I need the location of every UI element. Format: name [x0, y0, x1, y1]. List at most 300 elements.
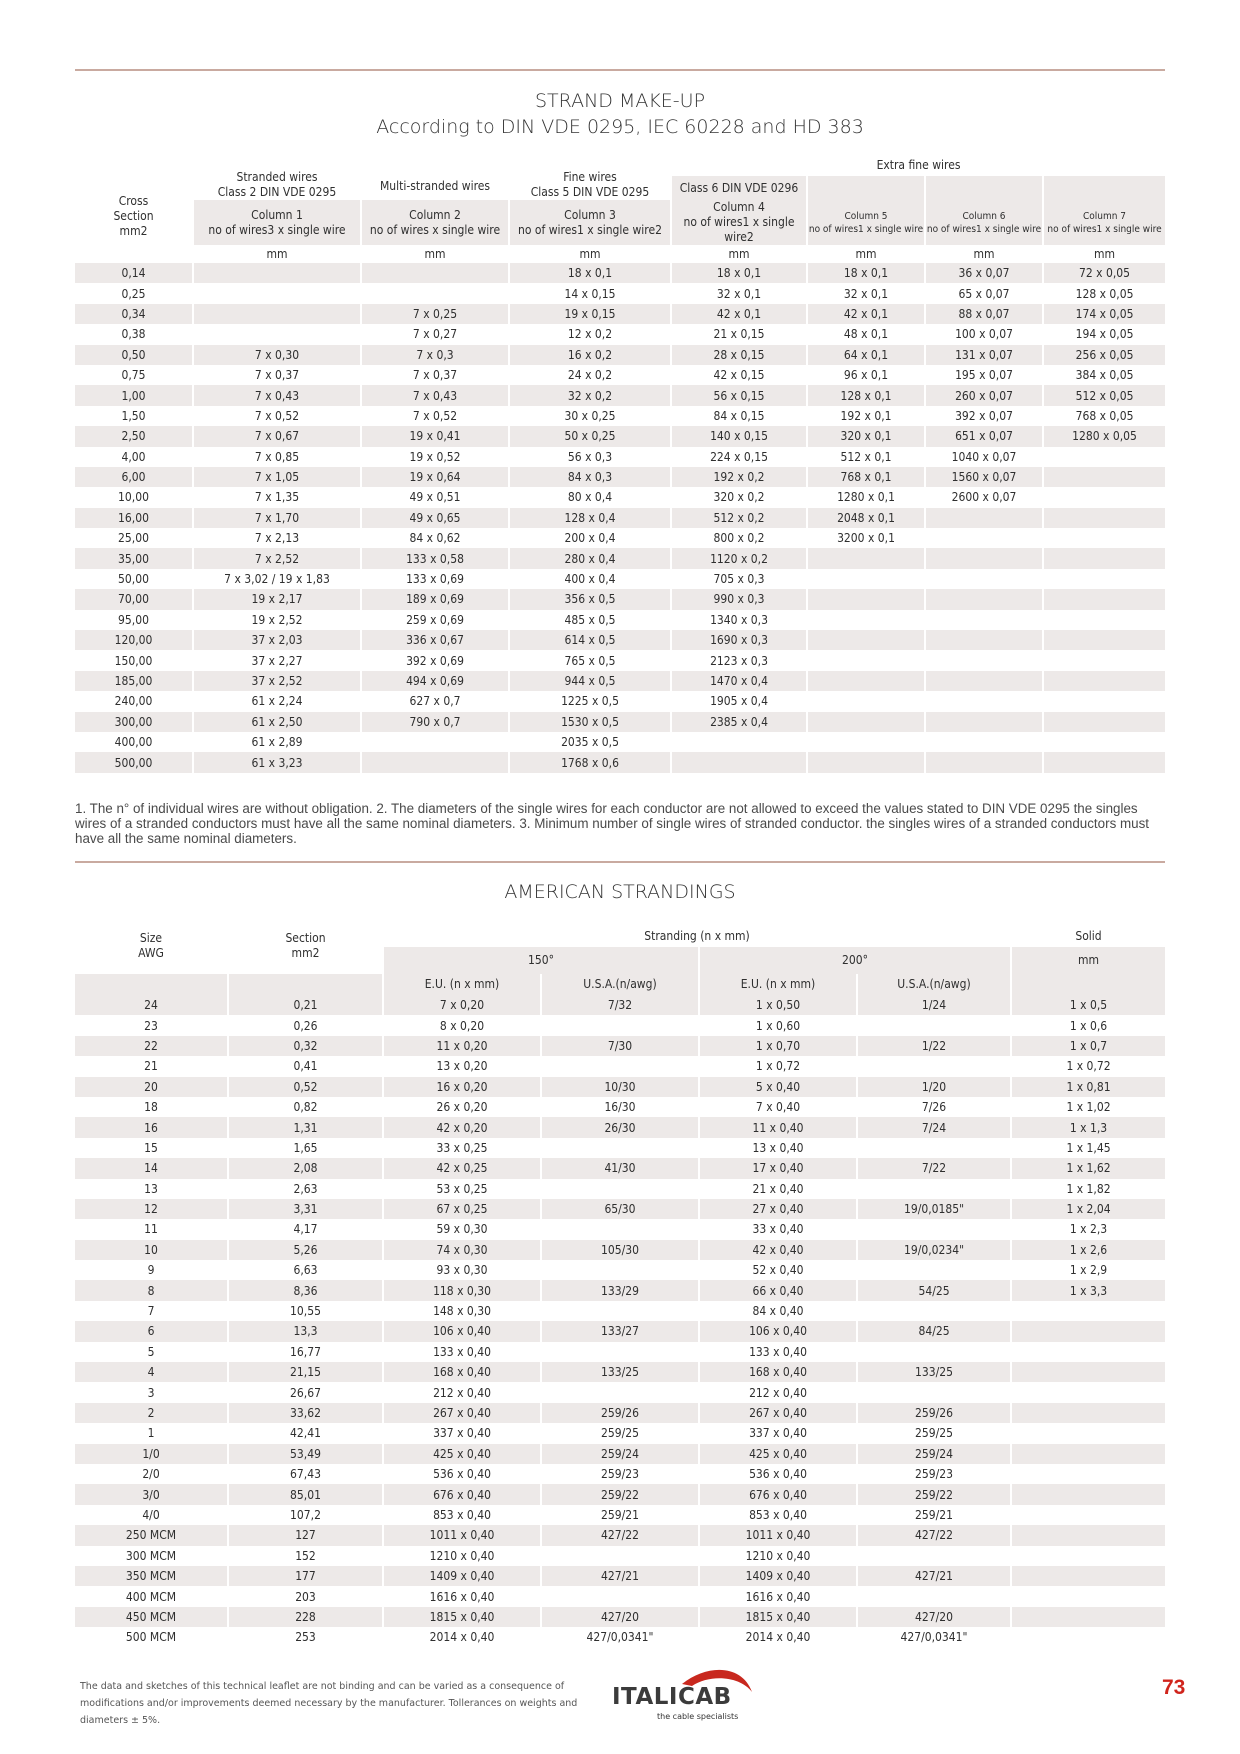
- table-cell: 337 x 0,40: [383, 1423, 541, 1443]
- logo-wordmark: ITALICAB: [612, 1684, 732, 1710]
- table-cell: 1560 x 0,07: [925, 467, 1043, 487]
- table-row: [75, 1423, 1165, 1443]
- table-cell: 70,00: [75, 589, 193, 609]
- table-cell: 259/26: [541, 1403, 699, 1423]
- table-cell: 400 x 0,4: [509, 569, 671, 589]
- strand-title: STRAND MAKE-UP: [534, 90, 706, 112]
- table-cell: 5,26: [228, 1240, 383, 1260]
- header-column-3: Column 3 no of wires1 x single wire2: [509, 200, 671, 245]
- table-cell: 10/30: [541, 1077, 699, 1097]
- table-cell: 185,00: [75, 671, 193, 691]
- table-row: [75, 732, 1165, 752]
- table-cell: 1 x 2,9: [1069, 1263, 1108, 1278]
- table-cell: [541, 1056, 699, 1076]
- table-cell: 8,36: [228, 1280, 383, 1300]
- table-cell: 337 x 0,40: [699, 1423, 857, 1443]
- table-cell: 5 x 0,40: [699, 1077, 857, 1097]
- table-cell: [1043, 610, 1165, 630]
- table-cell: 512 x 0,05: [1043, 385, 1165, 405]
- table-cell: [857, 1546, 1011, 1566]
- table-cell: 676 x 0,40: [383, 1484, 541, 1504]
- header-fine-wires: Fine wires Class 5 DIN VDE 0295: [509, 154, 671, 200]
- table-cell: 7/32: [541, 995, 699, 1015]
- table-cell: 1 x 0,50: [699, 995, 857, 1015]
- table-cell: 1,65: [228, 1138, 383, 1158]
- table-cell: [1043, 447, 1165, 467]
- table-cell: 427/21: [541, 1566, 699, 1586]
- table-row: [75, 324, 1165, 344]
- table-cell: 33,62: [228, 1403, 383, 1423]
- table-cell: 177: [228, 1566, 383, 1586]
- table-cell: 320 x 0,2: [671, 487, 807, 507]
- table-cell: 2,63: [228, 1179, 383, 1199]
- table-cell: [925, 752, 1043, 772]
- table-row: [75, 1484, 1165, 1504]
- table-cell: 7 x 0,43: [361, 385, 509, 405]
- table-cell: 10,00: [75, 487, 193, 507]
- table-cell: 392 x 0,07: [925, 406, 1043, 426]
- table-cell: 107,2: [228, 1505, 383, 1525]
- table-cell: 152: [228, 1546, 383, 1566]
- table-cell: 1040 x 0,07: [925, 447, 1043, 467]
- table-cell: 259/25: [857, 1423, 1011, 1443]
- table-row: [75, 1362, 1165, 1382]
- table-row: [75, 1342, 1165, 1362]
- table-cell: 253: [228, 1627, 383, 1647]
- table-row: [75, 365, 1165, 385]
- table-cell: 427/0,0341": [857, 1627, 1011, 1647]
- table-cell: [857, 1056, 1011, 1076]
- table-cell: [925, 508, 1043, 528]
- table-cell: [541, 1546, 699, 1566]
- header-column-5: Column 5 no of wires1 x single wire: [807, 200, 925, 245]
- table-cell: 259/26: [857, 1403, 1011, 1423]
- table-cell: [1011, 1586, 1165, 1606]
- table-cell: 2014 x 0,40: [383, 1627, 541, 1647]
- table-cell: 7/22: [857, 1158, 1011, 1178]
- table-cell: 1 x 0,70: [699, 1036, 857, 1056]
- table-cell: 1280 x 0,05: [1043, 426, 1165, 446]
- table-cell: [857, 1260, 1011, 1280]
- table-cell: 25,00: [75, 528, 193, 548]
- table-cell: [857, 1219, 1011, 1239]
- table-cell: 1616 x 0,40: [699, 1586, 857, 1606]
- table-cell: 133/29: [541, 1280, 699, 1300]
- table-row: [75, 487, 1165, 507]
- table-cell: 1815 x 0,40: [699, 1607, 857, 1627]
- table-cell: 21 x 0,15: [671, 324, 807, 344]
- table-cell: 22: [75, 1036, 228, 1056]
- header-unit: mm: [671, 245, 807, 263]
- table-cell: 21,15: [228, 1362, 383, 1382]
- table-cell: 336 x 0,67: [361, 630, 509, 650]
- table-cell: 8 x 0,20: [383, 1015, 541, 1035]
- top-divider: [75, 69, 1165, 71]
- table-row: [75, 691, 1165, 711]
- table-cell: 0,82: [228, 1097, 383, 1117]
- table-cell: 427/21: [857, 1566, 1011, 1586]
- table-cell: 106 x 0,40: [699, 1321, 857, 1341]
- table-cell: 1 x 2,04: [1011, 1199, 1165, 1219]
- table-row: [75, 1301, 1165, 1321]
- table-cell: [807, 569, 925, 589]
- table-cell: [807, 712, 925, 732]
- table-cell: [925, 548, 1043, 568]
- table-cell: 651 x 0,07: [925, 426, 1043, 446]
- table-cell: 59 x 0,30: [383, 1219, 541, 1239]
- table-cell: 0,75: [75, 365, 193, 385]
- table-cell: 1011 x 0,40: [383, 1525, 541, 1545]
- table-cell: 7 x 0,85: [193, 447, 361, 467]
- table-cell: 4/0: [75, 1505, 228, 1525]
- table-cell: 16,00: [75, 508, 193, 528]
- table-cell: 512 x 0,1: [807, 447, 925, 467]
- table-cell: [361, 263, 509, 283]
- table-row: [75, 1382, 1165, 1402]
- table-cell: 7: [75, 1301, 228, 1321]
- table-cell: 1: [75, 1423, 228, 1443]
- page-number: 73: [1162, 1676, 1186, 1699]
- table-cell: [1043, 732, 1165, 752]
- table-cell: 1 x 0,6: [1069, 1018, 1108, 1033]
- table-cell: 168 x 0,40: [383, 1362, 541, 1382]
- table-cell: 9: [75, 1260, 228, 1280]
- table-cell: 1/20: [857, 1077, 1011, 1097]
- table-cell: [541, 1219, 699, 1239]
- table-cell: 52 x 0,40: [699, 1260, 857, 1280]
- table-cell: [541, 1301, 699, 1321]
- strand-makeup-table: [75, 154, 1165, 773]
- table-cell: 536 x 0,40: [383, 1464, 541, 1484]
- header-column-4: Column 4 no of wires1 x single wire2: [671, 200, 807, 245]
- table-cell: [1011, 1505, 1165, 1525]
- table-cell: 48 x 0,1: [807, 324, 925, 344]
- table-row: [75, 1015, 1165, 1035]
- table-cell: [925, 732, 1043, 752]
- table-cell: 0,52: [228, 1077, 383, 1097]
- table-cell: 3: [75, 1382, 228, 1402]
- table-cell: 300,00: [75, 712, 193, 732]
- table-row: [75, 1240, 1165, 1260]
- table-row: [75, 1586, 1165, 1606]
- table-cell: 1210 x 0,40: [699, 1546, 857, 1566]
- table-cell: 1 x 1,62: [1011, 1158, 1165, 1178]
- table-cell: [807, 671, 925, 691]
- table-cell: 1 x 0,7: [1011, 1036, 1165, 1056]
- table-cell: [193, 283, 361, 303]
- header-column-2: Column 2 no of wires x single wire: [361, 200, 509, 245]
- table-cell: [807, 650, 925, 670]
- table-cell: 42 x 0,15: [671, 365, 807, 385]
- table-cell: 1225 x 0,5: [509, 691, 671, 711]
- table-cell: 4: [75, 1362, 228, 1382]
- table-cell: 53 x 0,25: [383, 1179, 541, 1199]
- table-cell: 8: [75, 1280, 228, 1300]
- table-cell: [1011, 1382, 1165, 1402]
- header-usa-200: U.S.A.(n/awg): [857, 974, 1011, 995]
- table-cell: 15: [75, 1138, 228, 1158]
- header-unit: mm: [807, 245, 925, 263]
- table-cell: [541, 1260, 699, 1280]
- table-cell: 194 x 0,05: [1075, 327, 1134, 342]
- table-cell: [1043, 548, 1165, 568]
- table-cell: 7 x 1,70: [193, 508, 361, 528]
- table-cell: 1 x 0,72: [1066, 1059, 1111, 1074]
- table-cell: 1120 x 0,2: [671, 548, 807, 568]
- table-cell: 1409 x 0,40: [699, 1566, 857, 1586]
- table-cell: 36 x 0,07: [925, 263, 1043, 283]
- table-cell: 1210 x 0,40: [383, 1546, 541, 1566]
- table-cell: 131 x 0,07: [925, 345, 1043, 365]
- table-cell: [671, 752, 807, 772]
- table-cell: 427/0,0341": [541, 1627, 699, 1647]
- table-cell: 853 x 0,40: [699, 1505, 857, 1525]
- table-cell: 13 x 0,20: [383, 1056, 541, 1076]
- table-cell: 50 x 0,25: [509, 426, 671, 446]
- table-cell: [925, 691, 1043, 711]
- table-cell: 427/22: [857, 1525, 1011, 1545]
- table-cell: 13: [75, 1179, 228, 1199]
- table-cell: [1043, 630, 1165, 650]
- table-cell: 7 x 3,02 / 19 x 1,83: [193, 569, 361, 589]
- header-column-1: Column 1 no of wires3 x single wire: [193, 200, 361, 245]
- table-cell: 19/0,0185": [857, 1199, 1011, 1219]
- table-cell: 705 x 0,3: [671, 569, 807, 589]
- header-class6-blank-1: [807, 176, 925, 200]
- table-cell: 7 x 0,67: [193, 426, 361, 446]
- table-cell: 2035 x 0,5: [509, 732, 671, 752]
- table-cell: 128 x 0,4: [509, 508, 671, 528]
- table-cell: 259/24: [541, 1444, 699, 1464]
- table-cell: 65/30: [541, 1199, 699, 1219]
- table-cell: 133/27: [541, 1321, 699, 1341]
- table-cell: 7 x 0,37: [361, 365, 509, 385]
- american-table-body: [75, 995, 1165, 1648]
- table-cell: 5: [75, 1342, 228, 1362]
- table-cell: 7 x 2,52: [193, 548, 361, 568]
- header-200: 200°: [699, 947, 1011, 974]
- table-cell: 990 x 0,3: [671, 589, 807, 609]
- table-row: [75, 1403, 1165, 1423]
- table-row: [75, 447, 1165, 467]
- table-cell: 19/0,0234": [857, 1240, 1011, 1260]
- table-cell: 56 x 0,15: [671, 385, 807, 405]
- table-cell: 500,00: [75, 752, 193, 772]
- header-unit: mm: [361, 245, 509, 263]
- table-row: [75, 671, 1165, 691]
- table-cell: 676 x 0,40: [699, 1484, 857, 1504]
- table-row: [75, 1179, 1165, 1199]
- table-cell: 1530 x 0,5: [509, 712, 671, 732]
- table-cell: 7 x 0,30: [193, 345, 361, 365]
- table-cell: 3,31: [228, 1199, 383, 1219]
- table-cell: 42 x 0,25: [383, 1158, 541, 1178]
- table-cell: 84/25: [857, 1321, 1011, 1341]
- header-solid-unit: mm: [1011, 947, 1165, 974]
- table-row: [75, 1505, 1165, 1525]
- table-row: [75, 1097, 1165, 1117]
- header-class6: Class 6 DIN VDE 0296: [671, 176, 807, 200]
- table-cell: 200 x 0,4: [509, 528, 671, 548]
- table-cell: 84 x 0,62: [361, 528, 509, 548]
- table-cell: 12: [75, 1199, 228, 1219]
- table-cell: 19 x 0,15: [509, 304, 671, 324]
- table-cell: 100 x 0,07: [925, 324, 1043, 344]
- table-cell: [1011, 1484, 1165, 1504]
- table-cell: [1011, 1525, 1165, 1545]
- table-cell: [1043, 650, 1165, 670]
- table-cell: 1,31: [228, 1117, 383, 1137]
- table-cell: [857, 1382, 1011, 1402]
- table-cell: 61 x 2,24: [193, 691, 361, 711]
- table-row: [75, 263, 1165, 283]
- header-blank: [228, 974, 383, 995]
- table-cell: 37 x 2,52: [193, 671, 361, 691]
- strand-subtitle: According to DIN VDE 0295, IEC 60228 and HD 383: [376, 116, 864, 138]
- table-cell: 2/0: [75, 1464, 228, 1484]
- table-cell: 27 x 0,40: [699, 1199, 857, 1219]
- table-cell: 259/22: [541, 1484, 699, 1504]
- table-cell: 0,21: [228, 995, 383, 1015]
- table-cell: 614 x 0,5: [509, 630, 671, 650]
- header-stranded-wires: Stranded wires Class 2 DIN VDE 0295: [193, 154, 361, 200]
- table-cell: 427/20: [857, 1607, 1011, 1627]
- table-cell: 21 x 0,40: [699, 1179, 857, 1199]
- table-cell: 7 x 1,05: [193, 467, 361, 487]
- table-cell: 267 x 0,40: [383, 1403, 541, 1423]
- table-cell: 16 x 0,20: [383, 1077, 541, 1097]
- table-cell: 21: [75, 1056, 228, 1076]
- table-cell: [541, 1342, 699, 1362]
- table-cell: 267 x 0,40: [699, 1403, 857, 1423]
- table-cell: [857, 1586, 1011, 1606]
- table-cell: 7 x 0,25: [361, 304, 509, 324]
- table-cell: 259/23: [857, 1464, 1011, 1484]
- table-cell: 1815 x 0,40: [383, 1607, 541, 1627]
- table-cell: 280 x 0,4: [509, 548, 671, 568]
- table-cell: 20: [75, 1077, 228, 1097]
- table-cell: [1043, 589, 1165, 609]
- table-cell: 2014 x 0,40: [699, 1627, 857, 1647]
- table-cell: 2,50: [75, 426, 193, 446]
- table-cell: 1,00: [75, 385, 193, 405]
- table-cell: 18 x 0,1: [671, 263, 807, 283]
- table-row: [75, 752, 1165, 772]
- table-cell: 11 x 0,20: [383, 1036, 541, 1056]
- table-row: [75, 610, 1165, 630]
- table-cell: 0,34: [75, 304, 193, 324]
- table-cell: [1043, 467, 1165, 487]
- table-cell: 54/25: [857, 1280, 1011, 1300]
- table-cell: 33 x 0,40: [699, 1219, 857, 1239]
- table-cell: 4,17: [228, 1219, 383, 1239]
- table-cell: 1011 x 0,40: [699, 1525, 857, 1545]
- table-cell: 42 x 0,1: [807, 304, 925, 324]
- table-cell: 24: [75, 995, 228, 1015]
- table-cell: 259/23: [541, 1464, 699, 1484]
- table-cell: 512 x 0,2: [671, 508, 807, 528]
- table-cell: [857, 1179, 1011, 1199]
- table-cell: 7 x 0,40: [699, 1097, 857, 1117]
- table-cell: [1011, 1321, 1165, 1341]
- header-unit: mm: [925, 245, 1043, 263]
- table-cell: [541, 1138, 699, 1158]
- header-column-7: Column 7 no of wires1 x single wire: [1043, 200, 1165, 245]
- table-cell: 42,41: [228, 1423, 383, 1443]
- table-cell: 133 x 0,58: [361, 548, 509, 568]
- table-cell: [361, 283, 509, 303]
- table-cell: 67 x 0,25: [383, 1199, 541, 1219]
- header-unit: mm: [509, 245, 671, 263]
- table-row: [75, 1566, 1165, 1586]
- table-cell: 300 MCM: [75, 1546, 228, 1566]
- table-cell: 19 x 2,52: [193, 610, 361, 630]
- header-class6-blank-2: [925, 176, 1043, 200]
- table-cell: 133 x 0,40: [699, 1342, 857, 1362]
- table-cell: [1043, 528, 1165, 548]
- table-cell: 1280 x 0,1: [807, 487, 925, 507]
- table-cell: 61 x 3,23: [193, 752, 361, 772]
- table-cell: 93 x 0,30: [383, 1260, 541, 1280]
- american-title: AMERICAN STRANDINGS: [504, 881, 736, 903]
- table-cell: 790 x 0,7: [361, 712, 509, 732]
- table-row: [75, 650, 1165, 670]
- disclaimer-text: The data and sketches of this technical leaflet are not binding and can be varied as a consequence of modifications and/or improvements deemed necessary by the manufacturer. Tollerances on weights and diameters ± 5%.: [80, 1681, 578, 1726]
- table-cell: 30 x 0,25: [509, 406, 671, 426]
- table-cell: [1043, 712, 1165, 732]
- table-cell: 65 x 0,07: [925, 283, 1043, 303]
- table-cell: [361, 732, 509, 752]
- table-cell: 128 x 0,1: [807, 385, 925, 405]
- table-cell: [1043, 487, 1165, 507]
- table-cell: 425 x 0,40: [383, 1444, 541, 1464]
- table-cell: 224 x 0,15: [671, 447, 807, 467]
- table-cell: [541, 1586, 699, 1606]
- table-cell: [807, 691, 925, 711]
- table-cell: [1043, 508, 1165, 528]
- table-cell: 85,01: [228, 1484, 383, 1504]
- table-cell: 56 x 0,3: [509, 447, 671, 467]
- table-cell: 14: [75, 1158, 228, 1178]
- table-cell: 118 x 0,30: [383, 1280, 541, 1300]
- header-usa-150: U.S.A.(n/awg): [541, 974, 699, 995]
- table-cell: 13,3: [228, 1321, 383, 1341]
- table-cell: 74 x 0,30: [383, 1240, 541, 1260]
- table-cell: 6,00: [75, 467, 193, 487]
- table-cell: 6: [75, 1321, 228, 1341]
- table-cell: 12 x 0,2: [509, 324, 671, 344]
- table-cell: [1011, 1464, 1165, 1484]
- table-cell: 64 x 0,1: [807, 345, 925, 365]
- table-cell: 61 x 2,89: [193, 732, 361, 752]
- table-cell: 16: [75, 1117, 228, 1137]
- table-cell: 0,25: [75, 283, 193, 303]
- logo-tagline: the cable specialists: [657, 1712, 739, 1721]
- table-cell: 50,00: [75, 569, 193, 589]
- table-cell: 259/21: [541, 1505, 699, 1525]
- table-cell: 228: [228, 1607, 383, 1627]
- table-cell: 133 x 0,40: [383, 1342, 541, 1362]
- table-row: [75, 1260, 1165, 1280]
- table-cell: [857, 1342, 1011, 1362]
- table-cell: 350 MCM: [75, 1566, 228, 1586]
- table-cell: [193, 324, 361, 344]
- table-cell: 37 x 2,27: [193, 650, 361, 670]
- table-row: [75, 1077, 1165, 1097]
- table-cell: [671, 732, 807, 752]
- table-cell: 2600 x 0,07: [925, 487, 1043, 507]
- table-cell: [857, 1015, 1011, 1035]
